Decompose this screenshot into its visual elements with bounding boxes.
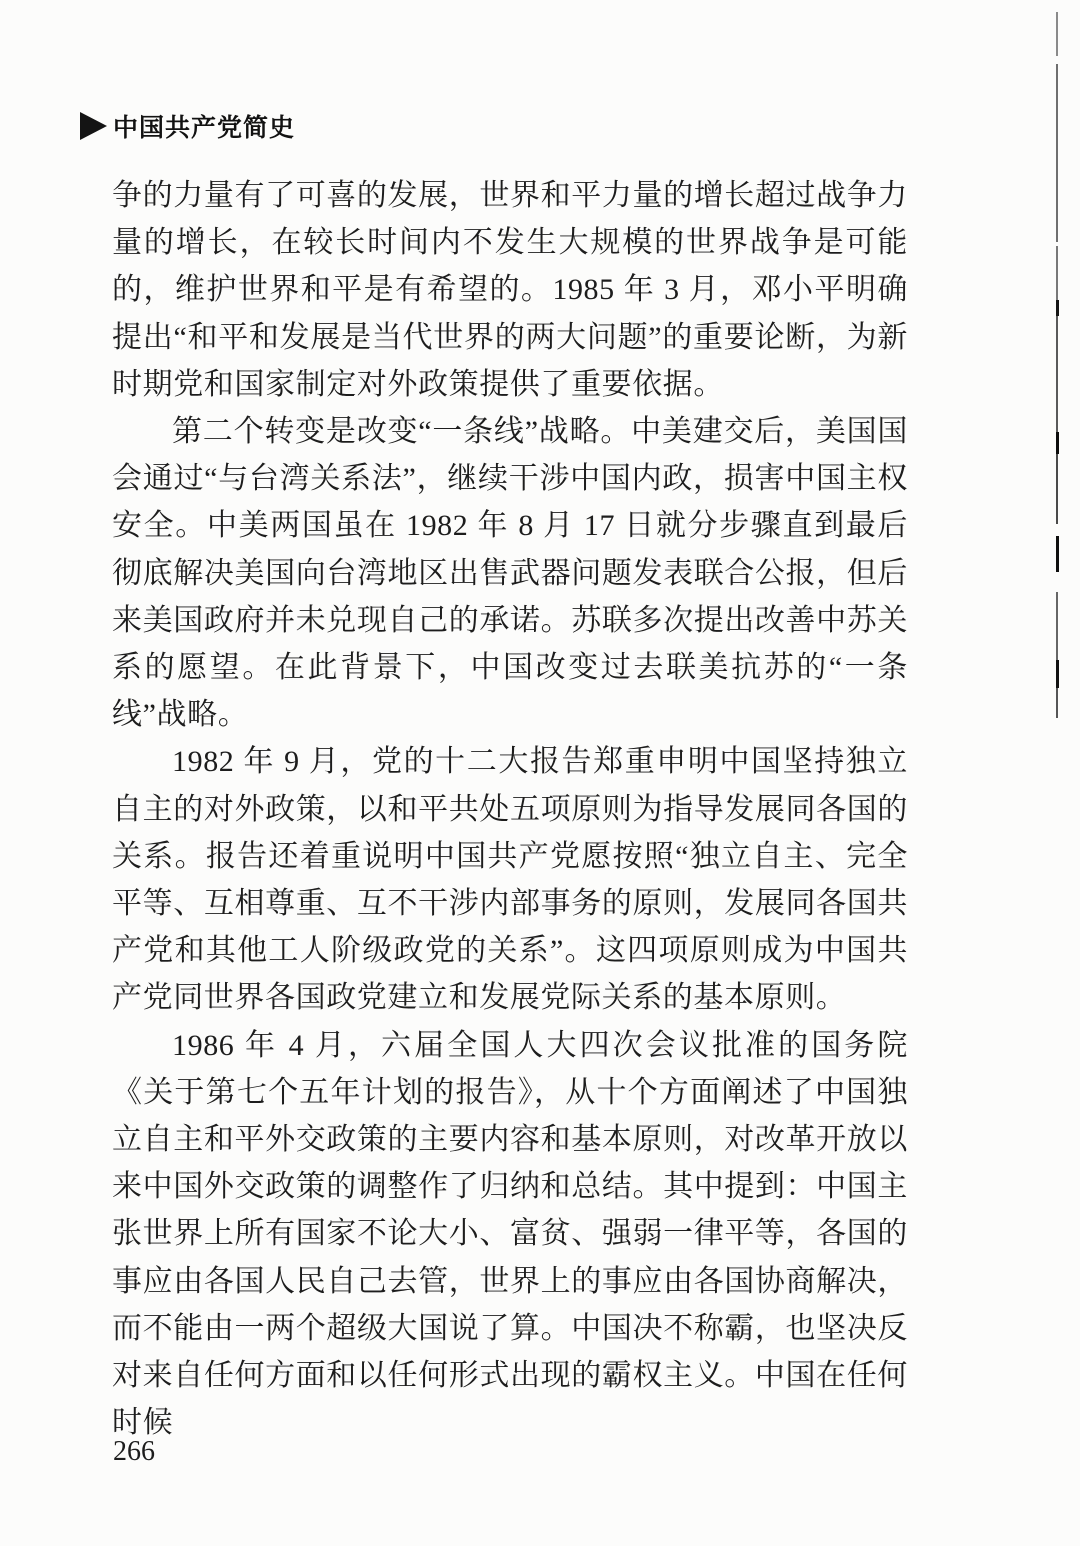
- chapter-header: [80, 108, 295, 144]
- scan-artifact-segment: [1056, 316, 1058, 432]
- scan-artifact-segment: [1056, 432, 1059, 454]
- scan-artifact-segment: [1056, 454, 1058, 524]
- paragraph: 第二个转变是改变“一条线”战略。中美建交后，美国国会通过“与台湾关系法”，继续干涉中国内政，损害中国主权安全。中美两国虽在 1982 年 8 月 17 日就分步骤直到最后彻底解决美国向台湾地区出售武器问题发表联合公报，但后来美国政府并未兑现自己的承诺。苏联多次提出改善中苏关系的愿望。在此背景下，中国改变过去联美抗苏的“一条线”战略。: [112, 415, 908, 732]
- scan-artifact-segment: [1056, 536, 1059, 572]
- right-triangle-icon: [80, 112, 107, 140]
- paragraph: 1986 年 4 月，六届全国人大四次会议批准的国务院《关于第七个五年计划的报告》，从十个方面阐述了中国独立自主和平外交政策的主要内容和基本原则，对改革开放以来中国外交政策的调整作了归纳和总结。其中提到：中国主张世界上所有国家不论大小、富贫、强弱一律平等，各国的事应由各国人民自己去管，世界上的事应由各国协商解决，而不能由一两个超级大国说了算。中国决不称霸，也坚决反对来自任何方面和以任何形式出现的霸权主义。中国在任何时候: [112, 1028, 908, 1440]
- scan-artifact-segment: [1056, 300, 1059, 316]
- scan-artifact-segment: [1056, 660, 1059, 688]
- scan-artifact-segment: [1056, 592, 1058, 660]
- page-body: [112, 172, 908, 1446]
- scan-artifact-segment: [1056, 12, 1058, 56]
- scan-artifact-segment: [1056, 246, 1058, 302]
- scan-artifact-segment: [1056, 688, 1058, 718]
- paragraph: 争的力量有了可喜的发展，世界和平力量的增长超过战争力量的增长，在较长时间内不发生大规模的世界战争是可能的，维护世界和平是有希望的。1985 年 3 月，邓小平明确提出“和平和发展是当代世界的两大问题”的重要论断，为新时期党和国家制定对外政策提供了重要依据。: [112, 179, 908, 401]
- paragraph: 1982 年 9 月，党的十二大报告郑重申明中国坚持独立自主的对外政策，以和平共处五项原则为指导发展同各国的关系。报告还着重说明中国共产党愿按照“独立自主、完全平等、互相尊重、互不干涉内部事务的原则，发展同各国共产党和其他工人阶级政党的关系”。这四项原则成为中国共产党同世界各国政党建立和发展党际关系的基本原则。: [112, 745, 908, 1015]
- page-number: 266: [113, 1436, 155, 1467]
- scan-artifact-segment: [1056, 64, 1058, 242]
- book-title: 中国共产党简史: [113, 114, 296, 142]
